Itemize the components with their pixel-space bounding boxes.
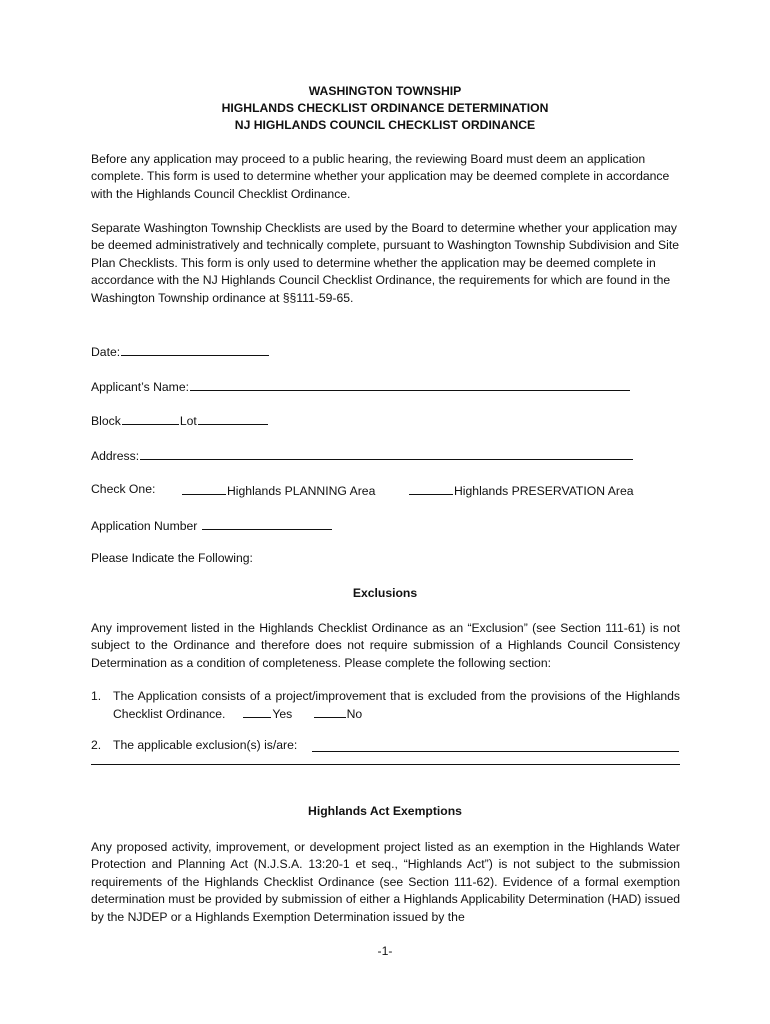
block-lot-row [91,412,269,428]
applicant-name-field[interactable] [190,378,630,391]
title-line-1: WASHINGTON TOWNSHIP [308,84,462,98]
date-field[interactable] [121,343,269,356]
page-number: -1- [377,944,393,958]
exclusion-field[interactable] [312,739,679,752]
no-checkbox[interactable] [314,705,346,718]
preservation-area-label: Highlands PRESERVATION Area [454,484,634,498]
block-field[interactable] [122,412,179,425]
preservation-area-option [408,482,634,498]
item-number: 1. [91,689,102,703]
exemptions-heading: Highlands Act Exemptions [308,804,462,818]
address-field[interactable] [140,447,633,460]
application-number-label: Application Number [91,519,198,533]
lot-field[interactable] [198,412,268,425]
date-label: Date: [91,345,121,359]
exemptions-paragraph: Any proposed activity, improvement, or development project listed as an exemption in the Highlands Water Protection and Planning Act (N.J.S.A. 13:20-1 et seq., “Highlands Act”) is not subject to the submission requirements of the Highlands Checklist Ordinance (see Section 111-62). Evidence of a formal exemption determination must be provided by submission of either a Highlands Applicability Determination (HAD) issued by the NJDEP or a Highlands Exemption Determination issued by the [91,840,680,924]
title-line-3: NJ HIGHLANDS COUNCIL CHECKLIST ORDINANCE [234,118,536,132]
planning-area-label: Highlands PLANNING Area [227,484,376,498]
exclusions-heading: Exclusions [352,586,418,600]
exclusions-paragraph: Any improvement listed in the Highlands Checklist Ordinance as an “Exclusion” (see Section 111-61) is not subject to the Ordinance and therefore does not require submission of a Highlands Council Consistency Determination as a condition of completeness. Please complete the following section: [91,621,680,670]
address-label: Address: [91,449,140,463]
item-2-text: The applicable exclusion(s) is/are: [113,738,298,752]
intro-paragraph-2: Separate Washington Township Checklists are used by the Board to determine whether your application may be deemed administratively and technically complete, pursuant to Washington Township Subdivision and Site Plan Checklists. This form is only used to determine whether the application may be deemed complete in accordance with the NJ Highlands Council Checklist Ordinance, the requirements for which are found in the Washington Township ordinance at §§111-59-65. [91,221,680,305]
address-row [91,447,634,463]
title-line-2: HIGHLANDS CHECKLIST ORDINANCE DETERMINATION [221,101,549,115]
preservation-area-checkbox[interactable] [409,482,453,495]
exclusion-item-1 [91,688,680,724]
exclusion-item-2 [91,738,101,752]
no-label: No [346,707,363,722]
intro-paragraph-1: Before any application may proceed to a public hearing, the reviewing Board must deem an application complete. This form is used to determine whether your application may be deemed complete in accordance with the Highlands Council Checklist Ordinance. [91,152,670,201]
planning-area-option [181,482,375,498]
block-label: Block [91,414,121,428]
yes-label: Yes [272,707,293,722]
indicate-following-label: Please Indicate the Following: [91,551,253,565]
application-number-field[interactable] [202,517,332,530]
check-one-label: Check One: [91,482,156,496]
yes-checkbox[interactable] [243,705,271,718]
item-number: 2. [91,738,102,752]
date-row [91,343,270,359]
exclusion-continuation-line[interactable] [91,764,680,765]
item-2-row [113,738,297,752]
item-1-text: The Application consists of a project/improvement that is excluded from the provisions of the Highlands Checklist Ordinance. [113,689,680,722]
lot-label: Lot [179,414,197,428]
applicant-label: Applicant’s Name: [91,380,189,394]
planning-area-checkbox[interactable] [182,482,226,495]
application-number-row [91,517,333,533]
applicant-row [91,378,631,394]
